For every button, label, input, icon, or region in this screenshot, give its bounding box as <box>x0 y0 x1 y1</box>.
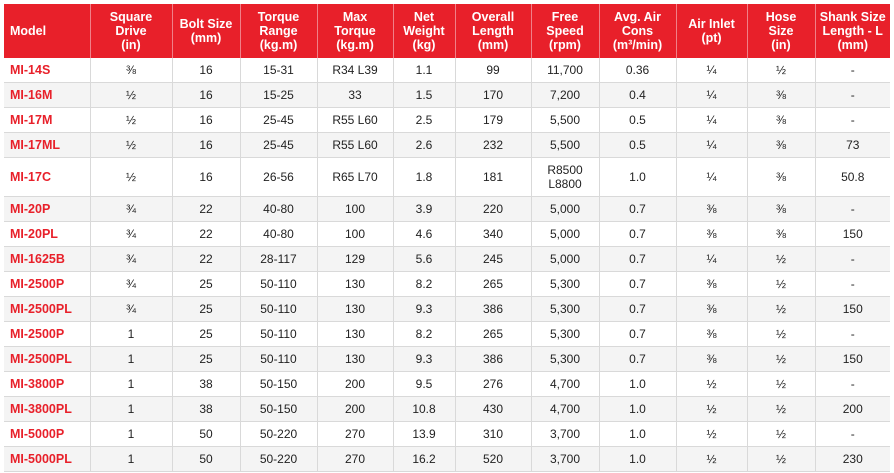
table-cell: 1 <box>90 422 172 447</box>
table-cell: 50 <box>172 447 240 472</box>
table-cell: R65 L70 <box>317 158 393 197</box>
table-row <box>4 372 890 397</box>
column-header: Hose Size (in) <box>747 4 815 58</box>
table-cell: 430 <box>455 397 531 422</box>
column-header: Shank Size Length - L (mm) <box>815 4 890 58</box>
table-cell: ¼ <box>676 247 747 272</box>
table-cell: 5,500 <box>531 108 599 133</box>
table-cell: 11,700 <box>531 58 599 83</box>
table-cell: 270 <box>317 447 393 472</box>
table-cell: 0.7 <box>599 197 676 222</box>
model-cell: MI-17C <box>4 158 90 197</box>
table-cell: 1 <box>90 447 172 472</box>
table-cell: 2.6 <box>393 133 455 158</box>
table-cell: 130 <box>317 272 393 297</box>
table-cell: 9.3 <box>393 297 455 322</box>
table-cell: ½ <box>747 297 815 322</box>
table-cell: 26-56 <box>240 158 317 197</box>
table-cell: 310 <box>455 422 531 447</box>
table-cell: 50.8 <box>815 158 890 197</box>
table-cell: 10.8 <box>393 397 455 422</box>
table-cell: 5.6 <box>393 247 455 272</box>
table-cell: 25 <box>172 297 240 322</box>
table-cell: 50-110 <box>240 297 317 322</box>
table-cell: 200 <box>317 372 393 397</box>
table-cell: 25 <box>172 322 240 347</box>
table-cell: ⅜ <box>747 108 815 133</box>
table-cell: 5,000 <box>531 247 599 272</box>
table-cell: 73 <box>815 133 890 158</box>
model-cell: MI-17ML <box>4 133 90 158</box>
table-cell: 5,300 <box>531 347 599 372</box>
table-cell: ⅜ <box>676 347 747 372</box>
column-header: Avg. Air Cons (m³/min) <box>599 4 676 58</box>
table-cell: 150 <box>815 297 890 322</box>
table-cell: 179 <box>455 108 531 133</box>
table-cell: 50-110 <box>240 347 317 372</box>
table-cell: 0.5 <box>599 108 676 133</box>
table-cell: ½ <box>747 247 815 272</box>
spec-table-container <box>4 4 890 472</box>
table-cell: 28-117 <box>240 247 317 272</box>
table-cell: 232 <box>455 133 531 158</box>
table-cell: 9.5 <box>393 372 455 397</box>
table-cell: ½ <box>90 108 172 133</box>
table-cell: 3,700 <box>531 447 599 472</box>
model-cell: MI-5000PL <box>4 447 90 472</box>
table-cell: 4.6 <box>393 222 455 247</box>
table-row <box>4 108 890 133</box>
table-cell: 130 <box>317 347 393 372</box>
column-header: Square Drive (in) <box>90 4 172 58</box>
column-header: Model <box>4 4 90 58</box>
table-cell: 100 <box>317 222 393 247</box>
table-cell: ⅜ <box>676 272 747 297</box>
table-cell: ½ <box>90 133 172 158</box>
table-cell: 0.7 <box>599 297 676 322</box>
table-cell: 25-45 <box>240 108 317 133</box>
table-cell: 50-110 <box>240 272 317 297</box>
table-cell: - <box>815 422 890 447</box>
table-cell: ¼ <box>676 83 747 108</box>
table-cell: 1 <box>90 372 172 397</box>
table-cell: 7,200 <box>531 83 599 108</box>
table-row <box>4 222 890 247</box>
table-cell: ⅜ <box>676 197 747 222</box>
table-body <box>4 58 890 472</box>
table-cell: R55 L60 <box>317 108 393 133</box>
table-cell: ½ <box>676 447 747 472</box>
table-cell: 50-220 <box>240 447 317 472</box>
table-cell: 0.36 <box>599 58 676 83</box>
table-cell: 2.5 <box>393 108 455 133</box>
model-cell: MI-3800P <box>4 372 90 397</box>
table-cell: 0.5 <box>599 133 676 158</box>
table-row <box>4 297 890 322</box>
table-cell: ½ <box>90 83 172 108</box>
table-cell: 130 <box>317 322 393 347</box>
model-cell: MI-5000P <box>4 422 90 447</box>
model-cell: MI-2500P <box>4 272 90 297</box>
table-cell: - <box>815 322 890 347</box>
table-row <box>4 133 890 158</box>
table-cell: 0.4 <box>599 83 676 108</box>
table-cell: ½ <box>90 158 172 197</box>
table-cell: 130 <box>317 297 393 322</box>
table-cell: 5,300 <box>531 297 599 322</box>
column-header: Max Torque (kg.m) <box>317 4 393 58</box>
table-cell: 4,700 <box>531 372 599 397</box>
table-cell: ¾ <box>90 247 172 272</box>
table-cell: 16 <box>172 158 240 197</box>
table-row <box>4 397 890 422</box>
table-row <box>4 247 890 272</box>
column-header: Torque Range (kg.m) <box>240 4 317 58</box>
table-cell: 4,700 <box>531 397 599 422</box>
model-cell: MI-17M <box>4 108 90 133</box>
table-cell: R55 L60 <box>317 133 393 158</box>
table-row <box>4 197 890 222</box>
table-cell: 38 <box>172 397 240 422</box>
table-cell: 5,000 <box>531 197 599 222</box>
table-cell: 16 <box>172 83 240 108</box>
table-cell: ½ <box>747 397 815 422</box>
table-cell: 15-25 <box>240 83 317 108</box>
table-cell: 270 <box>317 422 393 447</box>
table-cell: 9.3 <box>393 347 455 372</box>
table-cell: ¼ <box>676 133 747 158</box>
table-cell: 5,300 <box>531 272 599 297</box>
table-cell: 1.5 <box>393 83 455 108</box>
table-cell: 129 <box>317 247 393 272</box>
column-header: Net Weight (kg) <box>393 4 455 58</box>
table-cell: 22 <box>172 197 240 222</box>
table-cell: ½ <box>747 422 815 447</box>
table-cell: ⅜ <box>747 133 815 158</box>
table-cell: 40-80 <box>240 222 317 247</box>
table-cell: ⅜ <box>676 222 747 247</box>
table-cell: 220 <box>455 197 531 222</box>
table-cell: ¾ <box>90 222 172 247</box>
table-cell: ½ <box>747 372 815 397</box>
table-cell: ¾ <box>90 297 172 322</box>
table-cell: - <box>815 58 890 83</box>
table-cell: ⅜ <box>676 297 747 322</box>
table-cell: 200 <box>317 397 393 422</box>
table-cell: 50 <box>172 422 240 447</box>
table-cell: 386 <box>455 347 531 372</box>
table-cell: 170 <box>455 83 531 108</box>
table-cell: 1.0 <box>599 397 676 422</box>
table-cell: 16 <box>172 133 240 158</box>
table-cell: 265 <box>455 322 531 347</box>
table-cell: 181 <box>455 158 531 197</box>
spec-table <box>4 4 890 472</box>
table-cell: R34 L39 <box>317 58 393 83</box>
table-cell: ⅜ <box>747 222 815 247</box>
table-cell: 25 <box>172 347 240 372</box>
table-cell: 1 <box>90 322 172 347</box>
model-cell: MI-1625B <box>4 247 90 272</box>
table-cell: - <box>815 108 890 133</box>
table-row <box>4 422 890 447</box>
table-cell: ¼ <box>676 158 747 197</box>
table-cell: ⅜ <box>676 322 747 347</box>
table-cell: 22 <box>172 247 240 272</box>
table-cell: 40-80 <box>240 197 317 222</box>
column-header: Air Inlet (pt) <box>676 4 747 58</box>
table-cell: ¾ <box>90 272 172 297</box>
table-cell: 8.2 <box>393 272 455 297</box>
table-row <box>4 58 890 83</box>
table-cell: 22 <box>172 222 240 247</box>
model-cell: MI-16M <box>4 83 90 108</box>
table-row <box>4 272 890 297</box>
table-cell: ½ <box>747 322 815 347</box>
table-cell: 1.8 <box>393 158 455 197</box>
table-cell: 16.2 <box>393 447 455 472</box>
table-cell: 50-150 <box>240 397 317 422</box>
table-cell: R8500 L8800 <box>531 158 599 197</box>
table-cell: ½ <box>747 58 815 83</box>
table-cell: 1.0 <box>599 447 676 472</box>
table-cell: 230 <box>815 447 890 472</box>
table-cell: 1.0 <box>599 372 676 397</box>
table-row <box>4 447 890 472</box>
table-cell: 25-45 <box>240 133 317 158</box>
table-cell: - <box>815 272 890 297</box>
table-cell: 276 <box>455 372 531 397</box>
model-cell: MI-20P <box>4 197 90 222</box>
column-header: Overall Length (mm) <box>455 4 531 58</box>
table-cell: 0.7 <box>599 322 676 347</box>
model-cell: MI-2500PL <box>4 297 90 322</box>
table-cell: 25 <box>172 272 240 297</box>
table-cell: 1.1 <box>393 58 455 83</box>
table-cell: 1 <box>90 347 172 372</box>
table-cell: ½ <box>676 397 747 422</box>
model-cell: MI-20PL <box>4 222 90 247</box>
table-cell: - <box>815 247 890 272</box>
table-cell: 100 <box>317 197 393 222</box>
table-cell: - <box>815 372 890 397</box>
table-cell: 5,000 <box>531 222 599 247</box>
table-cell: 1 <box>90 397 172 422</box>
table-cell: 1.0 <box>599 158 676 197</box>
table-cell: 13.9 <box>393 422 455 447</box>
table-cell: 50-220 <box>240 422 317 447</box>
table-cell: ½ <box>747 272 815 297</box>
model-cell: MI-14S <box>4 58 90 83</box>
table-cell: 520 <box>455 447 531 472</box>
table-cell: 265 <box>455 272 531 297</box>
table-cell: 5,300 <box>531 322 599 347</box>
model-cell: MI-2500PL <box>4 347 90 372</box>
table-cell: ¾ <box>90 197 172 222</box>
table-cell: ½ <box>747 447 815 472</box>
table-row <box>4 322 890 347</box>
table-cell: 150 <box>815 347 890 372</box>
table-cell: ½ <box>676 422 747 447</box>
table-cell: 8.2 <box>393 322 455 347</box>
column-header: Bolt Size (mm) <box>172 4 240 58</box>
table-cell: 38 <box>172 372 240 397</box>
table-cell: 0.7 <box>599 247 676 272</box>
table-cell: - <box>815 83 890 108</box>
table-cell: 150 <box>815 222 890 247</box>
table-cell: 1.0 <box>599 422 676 447</box>
model-cell: MI-3800PL <box>4 397 90 422</box>
table-cell: 50-150 <box>240 372 317 397</box>
table-cell: 3.9 <box>393 197 455 222</box>
table-cell: 3,700 <box>531 422 599 447</box>
table-cell: ⅜ <box>747 158 815 197</box>
table-cell: ½ <box>676 372 747 397</box>
table-cell: 340 <box>455 222 531 247</box>
table-cell: 33 <box>317 83 393 108</box>
table-cell: 50-110 <box>240 322 317 347</box>
table-cell: ⅜ <box>90 58 172 83</box>
table-cell: 99 <box>455 58 531 83</box>
table-row <box>4 158 890 197</box>
table-cell: ¼ <box>676 58 747 83</box>
table-header <box>4 4 890 58</box>
table-cell: 0.7 <box>599 347 676 372</box>
table-row <box>4 83 890 108</box>
table-cell: ⅜ <box>747 83 815 108</box>
table-cell: - <box>815 197 890 222</box>
table-cell: 16 <box>172 108 240 133</box>
table-cell: ¼ <box>676 108 747 133</box>
model-cell: MI-2500P <box>4 322 90 347</box>
table-cell: 245 <box>455 247 531 272</box>
table-cell: 15-31 <box>240 58 317 83</box>
table-cell: 386 <box>455 297 531 322</box>
table-row <box>4 347 890 372</box>
table-cell: 0.7 <box>599 272 676 297</box>
table-cell: ½ <box>747 347 815 372</box>
table-cell: 16 <box>172 58 240 83</box>
column-header: Free Speed (rpm) <box>531 4 599 58</box>
table-cell: 5,500 <box>531 133 599 158</box>
table-cell: 200 <box>815 397 890 422</box>
table-cell: 0.7 <box>599 222 676 247</box>
table-cell: ⅜ <box>747 197 815 222</box>
